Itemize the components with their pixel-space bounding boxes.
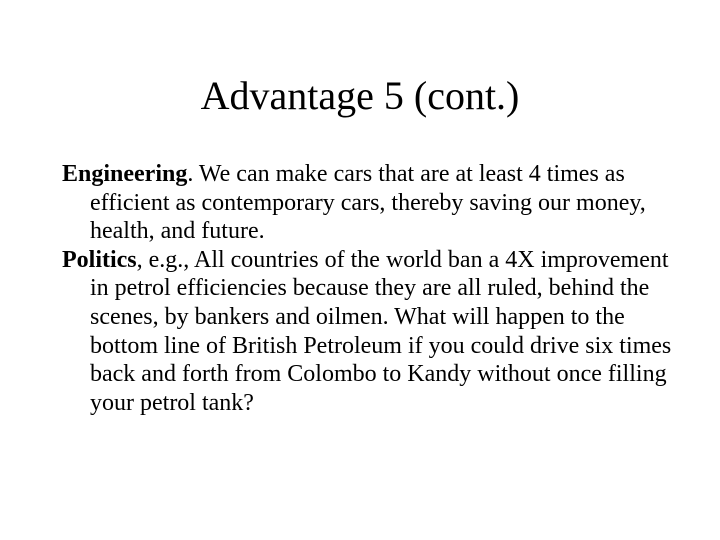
paragraph-politics — [62, 246, 672, 418]
slide-title: Advantage 5 (cont.) — [200, 73, 520, 118]
paragraph-politics-text: , e.g., All countries of the world ban a 4X improvement in petrol efficiencies because they are all ruled, behind the scenes, by bankers and oilmen. What will happen to the bottom line of British Petroleum if you could drive six times back and forth from Colombo to Kandy without once filling your petrol tank? — [90, 246, 672, 416]
paragraph-politics-lead: Politics — [62, 246, 137, 273]
paragraph-engineering — [62, 160, 672, 246]
paragraph-engineering-lead: Engineering — [62, 161, 188, 187]
slide-body — [62, 160, 672, 417]
paragraph-engineering-text: . We can make cars that are at least 4 times as efficient as contemporary cars, thereby saving our money, health, and future. — [90, 161, 646, 245]
